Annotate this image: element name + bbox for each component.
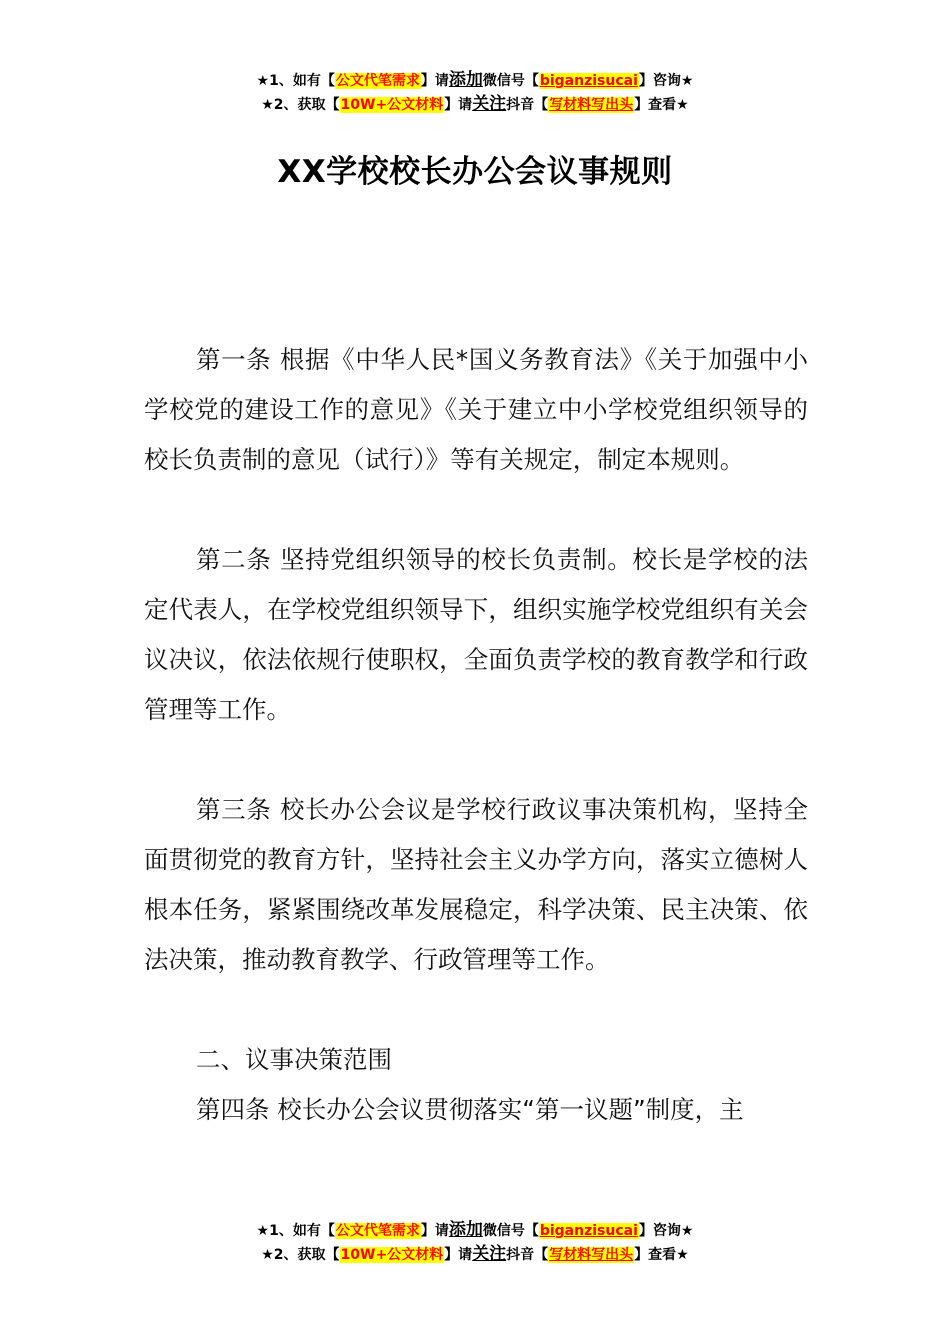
- banner-douyin-id[interactable]: 写材料写出头: [549, 97, 634, 113]
- document-title: XX学校校长办公会议事规则: [277, 154, 673, 190]
- document-body: [144, 335, 808, 1135]
- banner-text: ★1、如有【: [256, 1223, 335, 1239]
- article-4: 第四条 校长办公会议贯彻落实“第一议题”制度，主: [196, 1095, 744, 1124]
- article-2: 第二条 坚持党组织领导的校长负责制。校长是学校的法定代表人，在学校党组织领导下，组织实施学校党组织有关会议决议，依法依规行使职权，全面负责学校的教育教学和行政管理等工作。: [144, 545, 808, 724]
- banner-emphasis: 关注: [472, 94, 507, 114]
- banner-text: 微信号【: [482, 1223, 539, 1239]
- banner-emphasis: 添加: [448, 1220, 483, 1240]
- header-banner: [0, 68, 950, 116]
- banner-text: ★1、如有【: [256, 73, 335, 89]
- banner-wechat-id[interactable]: biganzisucai: [539, 73, 638, 89]
- banner-text: 】请: [444, 97, 473, 113]
- banner-text: 】咨询★: [638, 73, 694, 89]
- article-1: 第一条 根据《中华人民*国义务教育法》《关于加强中小学校党的建设工作的意见》《关于建立中小学校党组织领导的校长负责制的意见（试行）》等有关规定，制定本规则。: [144, 345, 808, 474]
- banner-line-1: [0, 1218, 950, 1242]
- banner-text: 微信号【: [482, 73, 539, 89]
- section-heading: 二、议事决策范围: [196, 1045, 392, 1074]
- banner-text: 】请: [444, 1247, 473, 1263]
- banner-text: 抖音【: [506, 97, 549, 113]
- banner-highlight: 公文代笔需求: [335, 1223, 420, 1239]
- banner-text: ★2、获取【: [261, 97, 340, 113]
- footer-banner: [0, 1218, 950, 1266]
- banner-line-1: [0, 68, 950, 92]
- banner-emphasis: 添加: [448, 70, 483, 90]
- banner-text: 】查看★: [634, 1247, 689, 1263]
- banner-highlight: 公文代笔需求: [335, 73, 420, 89]
- banner-text: 】咨询★: [638, 1223, 694, 1239]
- banner-highlight: 10W+公文材料: [340, 1247, 444, 1263]
- banner-line-2: [0, 1242, 950, 1266]
- banner-emphasis: 关注: [472, 1244, 507, 1264]
- banner-highlight: 10W+公文材料: [340, 97, 444, 113]
- banner-text: 抖音【: [506, 1247, 549, 1263]
- banner-text: 】查看★: [634, 97, 689, 113]
- banner-wechat-id[interactable]: biganzisucai: [539, 1223, 638, 1239]
- banner-text: 】请: [420, 73, 449, 89]
- banner-text: ★2、获取【: [261, 1247, 340, 1263]
- article-3: 第三条 校长办公会议是学校行政议事决策机构，坚持全面贯彻党的教育方针，坚持社会主义办学方向，落实立德树人根本任务，紧紧围绕改革发展稳定，科学决策、民主决策、依法决策，推动教育教学、行政管理等工作。: [144, 795, 808, 974]
- banner-line-2: [0, 92, 950, 116]
- banner-text: 】请: [420, 1223, 449, 1239]
- banner-douyin-id[interactable]: 写材料写出头: [549, 1247, 634, 1263]
